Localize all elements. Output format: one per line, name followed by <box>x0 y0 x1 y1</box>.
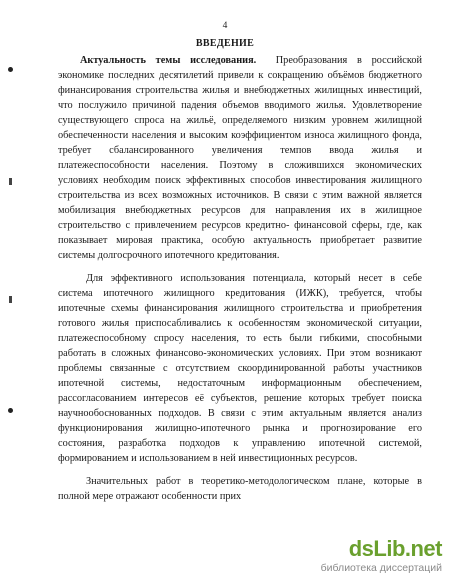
paragraph-line: ипотечные схемы финансирования жилищного строительства и приобретения <box>58 303 422 314</box>
paragraph-line: Значительных работ в теоретико-методологическом плане, которые в <box>86 476 422 487</box>
paragraph-line: готового жилья приспосабливались к особенностям экономической ситуации, <box>58 318 422 329</box>
paragraph-line: формированием и использованием в ней инвестиционных ресурсов. <box>58 453 358 464</box>
paragraph-line: состояния, разработка подходов к управлению ипотечной системой, <box>58 438 422 449</box>
watermark-logo: dsLib.net <box>348 536 442 561</box>
margin-mark <box>9 178 12 185</box>
paragraph-line: рассогласованием интересов её субъектов, решение которых требует поиска <box>58 393 422 404</box>
site-watermark[interactable] <box>292 536 442 576</box>
page-number: 4 <box>222 21 228 31</box>
paragraph-line: показывает мировая практика, особую актуальность приобретает развитие <box>58 235 422 246</box>
body-text <box>58 53 422 504</box>
binder-hole-mark <box>8 67 13 72</box>
paragraph-line: система ипотечного жилищного кредитования (ИЖК), требуется, чтобы <box>58 288 422 299</box>
paragraph-line: требует сбалансированного увеличения темпов ввода жилья и <box>58 145 422 156</box>
paragraph-line: работать в сложных финансово-экономических условиях. При этом возникают <box>58 348 422 359</box>
paragraph-line <box>58 53 422 68</box>
paragraph-line-text: Преобразования в российской <box>275 55 422 66</box>
margin-mark <box>9 296 12 303</box>
paragraph-line: строительство с привлечением ресурсов кредитно- финансовой сферы, где, как <box>58 220 422 231</box>
paragraph-line: обеспеченности населения и высоким коэффициентом износа жилищного фонда, <box>58 130 422 141</box>
watermark-caption: библиотека диссертаций <box>320 562 442 574</box>
binder-hole-mark <box>8 408 13 413</box>
paragraph-lead: Актуальность темы исследования. <box>80 55 257 66</box>
paragraph-line: условиях необходим поиск эффективных способов инвестирования жилищного <box>58 175 422 186</box>
paragraph-line: Для эффективного использования потенциала, который несет в себе <box>86 273 422 284</box>
paragraph-line: полной мере отражают особенности прих <box>58 491 242 502</box>
paragraph-line: функционирования жилищно-ипотечного рынка и прогнозирование его <box>58 423 422 434</box>
paragraph-line: платежеспособности населения. Поэтому в сложившихся экономических <box>58 160 422 171</box>
paragraph-line: ипотечной системы, недостаточным информационным обеспечением, <box>58 378 422 389</box>
paragraph-line: мобилизация внебюджетных ресурсов для направления их в жилищное <box>58 205 422 216</box>
paragraph-line: проблемы связанные с отсутствием скоординированной работы участников <box>58 363 422 374</box>
paragraph-line: существующего спроса на жильё, определяемого низким уровнем жилищной <box>58 115 422 126</box>
paragraph-line: платежеспособному спросу населения, то есть были гибкими, способными <box>58 333 422 344</box>
paragraph-line: системы долгосрочного ипотечного кредитования. <box>58 250 280 261</box>
paragraph-line: что послужило причиной падения объемов вводимого жилья. Удовлетворение <box>58 100 422 111</box>
paragraph-line: финансирования строительства жилья и внебюджетных жилищных инвестиций, <box>58 85 422 96</box>
paragraph-line: строительства из всех возможных источников. В связи с этим важной является <box>58 190 422 201</box>
paragraph-line: научнообоснованных подходов. В связи с этим актуальным является анализ <box>58 408 422 419</box>
section-heading: ВВЕДЕНИЕ <box>195 38 255 49</box>
paragraph-line: экономике последних десятилетий привели к сокращению объёмов бюджетного <box>58 70 422 81</box>
